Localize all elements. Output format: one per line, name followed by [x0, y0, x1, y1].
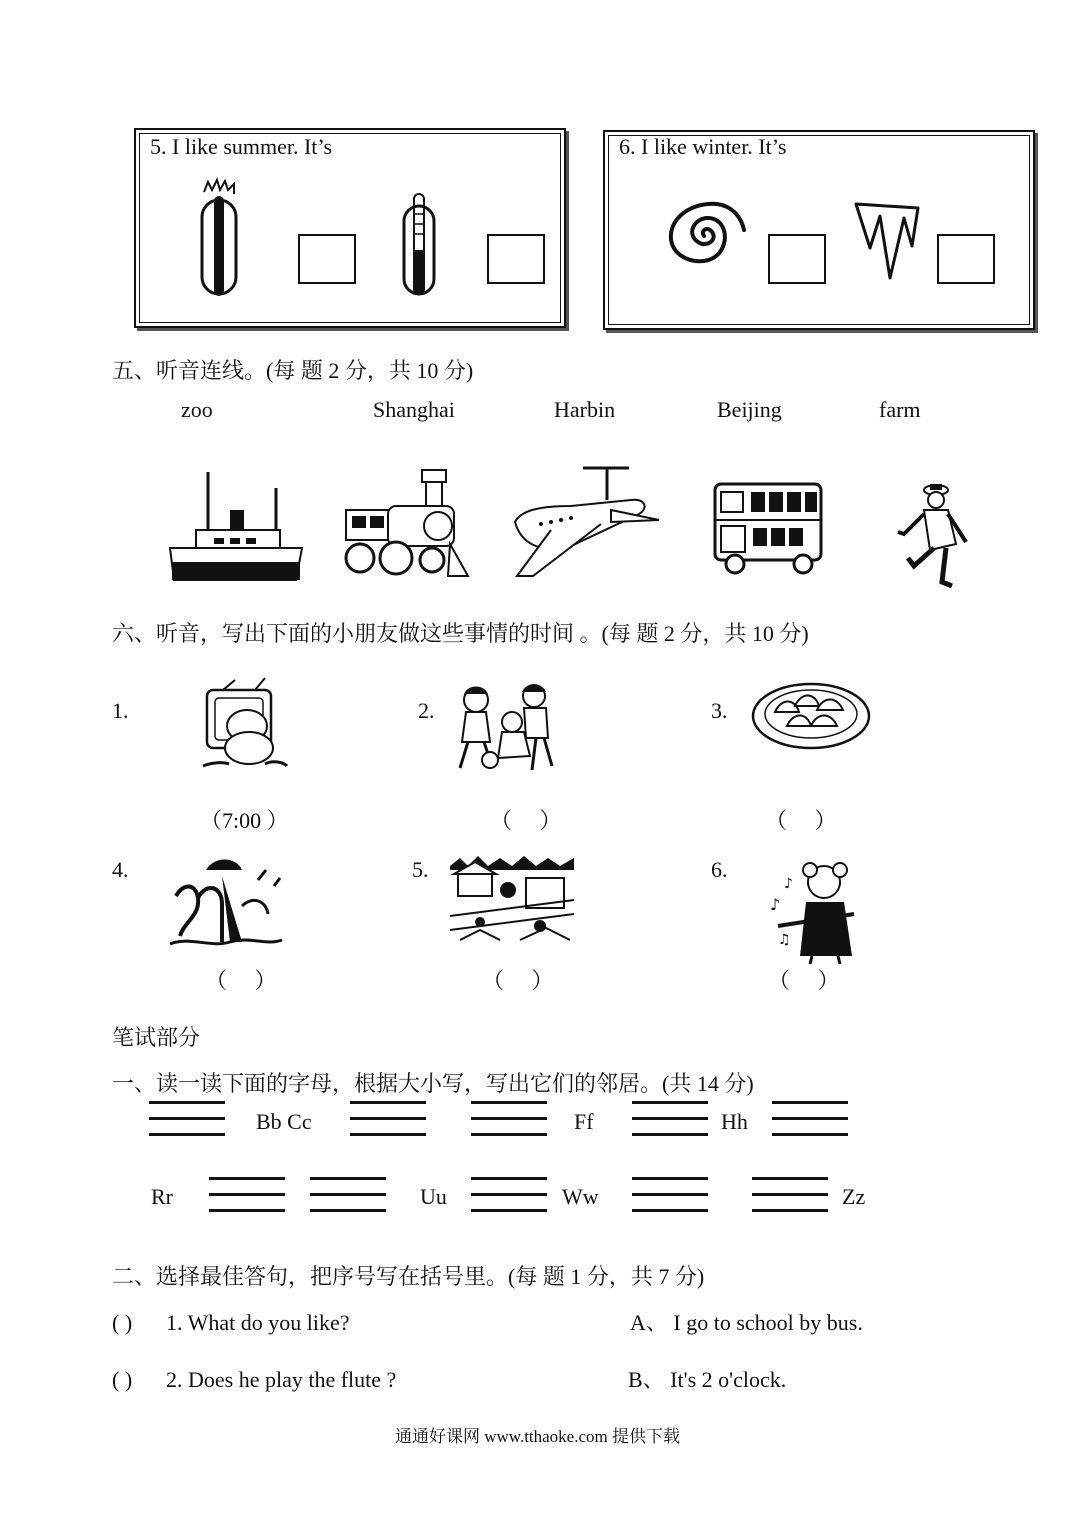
letter-blank-6[interactable]: [209, 1177, 285, 1219]
item-6-answer[interactable]: （ ）: [768, 968, 840, 993]
item-2-number: 2.: [418, 698, 435, 723]
place-word-harbin[interactable]: Harbin: [554, 397, 616, 422]
question-5-label: 5. I like summer. It’s: [150, 134, 333, 159]
item-6-number: 6.: [711, 857, 728, 882]
letters-rr: Rr: [151, 1184, 173, 1209]
playing-flute-icon: [768, 858, 872, 964]
item-5-answer[interactable]: （ ）: [482, 968, 554, 993]
letters-hh: Hh: [721, 1109, 748, 1134]
item-4-number: 4.: [112, 857, 129, 882]
item-5-number: 5.: [412, 857, 429, 882]
svg-text:♪: ♪: [770, 895, 781, 914]
footer-text: 通通好课网 www.tthaoke.com 提供下载: [394, 1427, 681, 1446]
section-5-title: 五、听音连线。(每 题 2 分，共 10 分): [112, 358, 474, 383]
letter-blank-1[interactable]: [149, 1101, 225, 1143]
item-1-number: 1.: [112, 698, 129, 723]
item-4-answer[interactable]: （ ）: [205, 968, 277, 993]
answer-box-6a[interactable]: [768, 234, 826, 284]
item-3-number: 3.: [711, 698, 728, 723]
part-1-title: 一、读一读下面的字母，根据大小写，写出它们的邻居。(共 14 分): [112, 1071, 754, 1096]
written-part-title: 笔试部分: [112, 1025, 201, 1050]
ship-icon[interactable]: [168, 470, 304, 582]
answer-box-5b[interactable]: [487, 234, 545, 284]
question-2-bracket[interactable]: ( ): [112, 1367, 133, 1392]
section-6-title: 六、听音，写出下面的小朋友做这些事情的时间 。(每 题 2 分，共 10 分): [112, 621, 809, 646]
letter-blank-3[interactable]: [471, 1101, 547, 1143]
letters-ww: Ww: [562, 1184, 599, 1209]
question-6-label: 6. I like winter. It’s: [619, 134, 787, 159]
walking-man-icon[interactable]: [890, 484, 970, 588]
place-word-beijing[interactable]: Beijing: [717, 397, 782, 422]
watching-tv-icon: [199, 676, 289, 772]
item-3-answer[interactable]: （ ）: [765, 808, 837, 833]
letter-blank-7[interactable]: [310, 1177, 386, 1219]
letters-bb-cc: Bb Cc: [256, 1109, 312, 1134]
letter-blank-2[interactable]: [350, 1101, 426, 1143]
svg-text:♫: ♫: [778, 932, 791, 948]
option-b: B、 It's 2 o'clock.: [628, 1367, 787, 1392]
option-a: A、 I go to school by bus.: [630, 1310, 863, 1335]
place-word-zoo[interactable]: zoo: [181, 397, 213, 422]
part-2-title: 二、选择最佳答句，把序号写在括号里。(每 题 1 分，共 7 分): [112, 1264, 705, 1289]
wind-swirl-icon: [664, 200, 748, 270]
icicle-icon: [852, 200, 922, 280]
letters-ff: Ff: [574, 1109, 594, 1134]
letter-blank-4[interactable]: [632, 1101, 708, 1143]
place-word-farm[interactable]: farm: [879, 397, 921, 422]
letter-blank-5[interactable]: [772, 1101, 848, 1143]
letter-blank-10[interactable]: [752, 1177, 828, 1219]
letters-zz: Zz: [842, 1184, 866, 1209]
dumplings-plate-icon: [751, 678, 871, 750]
thermometer-warm-icon: [400, 188, 440, 298]
question-1-bracket[interactable]: ( ): [112, 1310, 133, 1335]
park-scene-icon: [450, 856, 574, 940]
bus-icon[interactable]: [711, 480, 825, 576]
item-1-answer[interactable]: （7:00 ）: [200, 808, 289, 833]
answer-box-6b[interactable]: [937, 234, 995, 284]
svg-text:♪: ♪: [784, 876, 793, 892]
question-2-text: 2. Does he play the flute ?: [166, 1367, 397, 1392]
airplane-icon[interactable]: [511, 464, 661, 580]
letter-blank-8[interactable]: [471, 1177, 547, 1219]
children-playing-icon: [452, 682, 556, 776]
place-word-shanghai[interactable]: Shanghai: [373, 397, 455, 422]
question-1-text: 1. What do you like?: [166, 1310, 350, 1335]
train-icon[interactable]: [338, 466, 472, 582]
answer-box-5a[interactable]: [298, 234, 356, 284]
letter-blank-9[interactable]: [632, 1177, 708, 1219]
thermometer-hot-icon: [190, 178, 250, 298]
swimming-icon: [170, 856, 282, 948]
item-2-answer[interactable]: （ ）: [490, 808, 562, 833]
letters-uu: Uu: [420, 1184, 447, 1209]
